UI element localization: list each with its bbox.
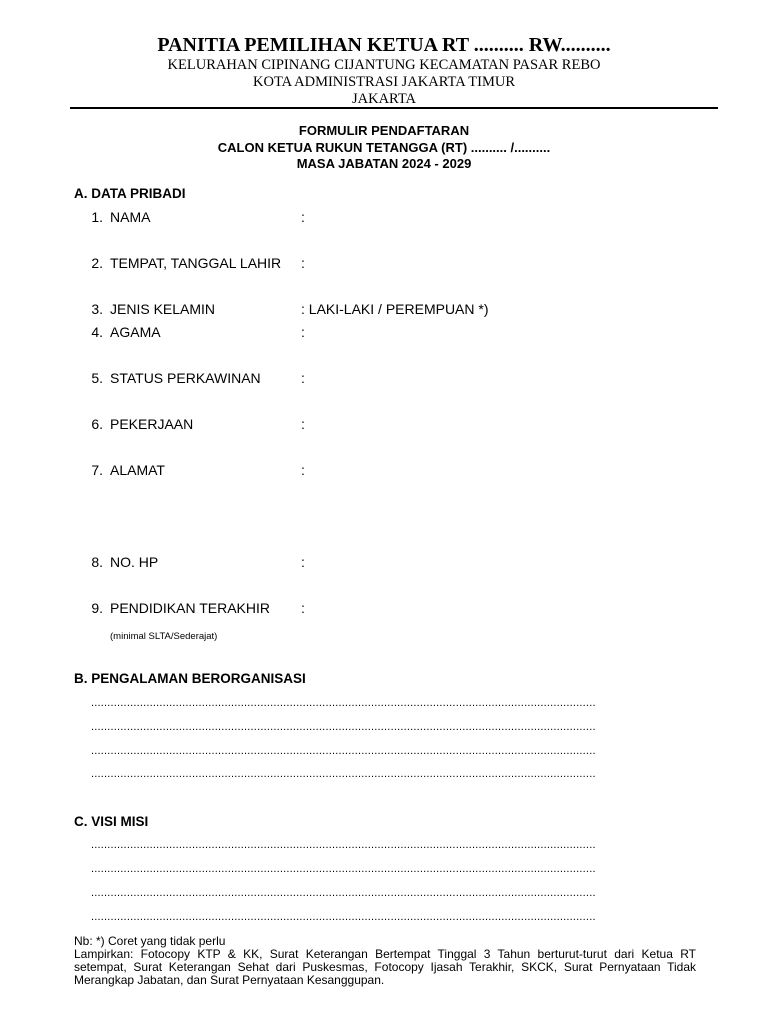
experience-line[interactable]: ...........................................................................................................................................................: [91, 745, 596, 757]
header-divider: [70, 107, 718, 109]
education-note: (minimal SLTA/Sederajat): [110, 631, 218, 642]
form-term: MASA JABATAN 2024 - 2029: [296, 156, 472, 171]
field-label-pendidikan: PENDIDIKAN TERAKHIR: [110, 600, 270, 616]
footer-notes: [74, 935, 696, 987]
form-subtitle: CALON KETUA RUKUN TETANGGA (RT) .......... /..........: [217, 140, 551, 155]
experience-line[interactable]: ...........................................................................................................................................................: [91, 768, 596, 780]
field-number: 3.: [91, 301, 103, 317]
field-number: 1.: [91, 209, 103, 225]
field-label-agama: AGAMA: [110, 324, 161, 340]
field-label-nama: NAMA: [110, 209, 151, 225]
field-value-jenis-kelamin[interactable]: : LAKI-LAKI / PEREMPUAN *): [301, 301, 489, 317]
vision-mission-line[interactable]: ...........................................................................................................................................................: [91, 839, 596, 851]
field-number: 7.: [91, 462, 103, 478]
field-value-ttl[interactable]: :: [301, 255, 305, 271]
vision-mission-line[interactable]: ...........................................................................................................................................................: [91, 863, 596, 875]
field-number: 5.: [91, 370, 103, 386]
footer-note: Nb: *) Coret yang tidak perlu: [74, 934, 226, 948]
field-number: 9.: [91, 600, 103, 616]
field-label-no-hp: NO. HP: [110, 554, 159, 570]
field-number: 6.: [91, 416, 103, 432]
field-label-alamat: ALAMAT: [110, 462, 165, 478]
field-value-pekerjaan[interactable]: :: [301, 416, 305, 432]
field-value-agama[interactable]: :: [301, 324, 305, 340]
field-value-pendidikan[interactable]: :: [301, 600, 305, 616]
field-label-status-perkawinan: STATUS PERKAWINAN: [110, 370, 261, 386]
field-value-nama[interactable]: :: [301, 209, 305, 225]
header-city: JAKARTA: [351, 91, 417, 107]
header-kelurahan: KELURAHAN CIPINANG CIJANTUNG KECAMATAN PASAR REBO: [167, 57, 601, 73]
section-b-heading: B. PENGALAMAN BERORGANISASI: [74, 671, 306, 686]
footer-attachments: Lampirkan: Fotocopy KTP & KK, Surat Keterangan Bertempat Tinggal 3 Tahun berturut-turut dari Ketua RT setempat, Surat Keterangan Sehat dari Puskesmas, Fotocopy Ijasah Terakhir, SKCK, Surat Pernyataan Tidak Merangkap Jabatan, dan Surat Pernyataan Kesanggupan.: [74, 947, 696, 987]
field-number: 4.: [91, 324, 103, 340]
form-title: FORMULIR PENDAFTARAN: [298, 123, 470, 138]
field-number: 2.: [91, 255, 103, 271]
field-value-alamat[interactable]: :: [301, 462, 305, 478]
header-kota: KOTA ADMINISTRASI JAKARTA TIMUR: [253, 74, 515, 90]
field-value-status-perkawinan[interactable]: :: [301, 370, 305, 386]
field-label-pekerjaan: PEKERJAAN: [110, 416, 194, 432]
experience-line[interactable]: ...........................................................................................................................................................: [91, 721, 596, 733]
field-number: 8.: [91, 554, 103, 570]
field-label-jenis-kelamin: JENIS KELAMIN: [110, 301, 216, 317]
committee-title: PANITIA PEMILIHAN KETUA RT .......... RW..........: [157, 34, 611, 56]
field-label-ttl: TEMPAT, TANGGAL LAHIR: [110, 255, 282, 271]
vision-mission-line[interactable]: ...........................................................................................................................................................: [91, 887, 596, 899]
section-a-heading: A. DATA PRIBADI: [74, 186, 186, 201]
section-c-heading: C. VISI MISI: [74, 814, 149, 829]
field-value-no-hp[interactable]: :: [301, 554, 305, 570]
vision-mission-line[interactable]: ...........................................................................................................................................................: [91, 911, 596, 923]
experience-line[interactable]: ...........................................................................................................................................................: [91, 697, 596, 709]
